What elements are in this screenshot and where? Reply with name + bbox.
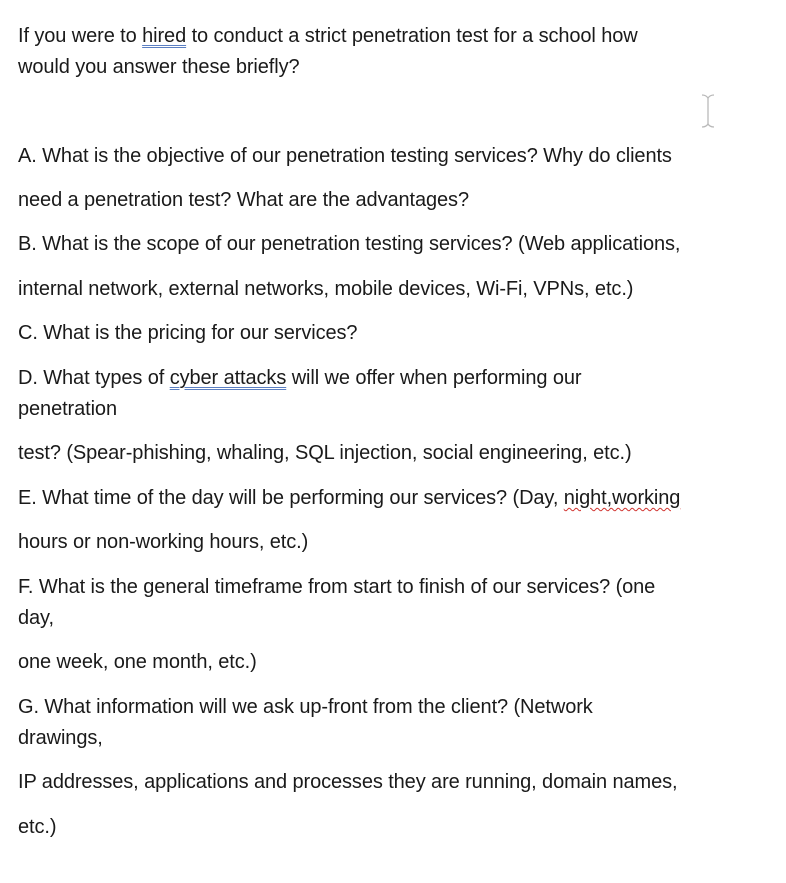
question-a-line-1: A. What is the objective of our penetration testing services? Why do clients xyxy=(18,145,672,167)
intro-line-1 xyxy=(18,21,638,52)
question-b-line-1: B. What is the scope of our penetration testing services? (Web applications, xyxy=(18,233,681,255)
grammar-flagged-phrase[interactable]: cyber attacks xyxy=(169,367,287,389)
question-a-line-2: need a penetration test? What are the advantages? xyxy=(18,189,469,211)
question-d-line-3: test? (Spear-phishing, whaling, SQL injection, social engineering, etc.) xyxy=(18,442,632,464)
question-g-line-4: etc.) xyxy=(18,816,57,838)
question-c-line-1: C. What is the pricing for our services? xyxy=(18,322,358,344)
question-d-text-end: will we offer when performing our xyxy=(286,367,582,389)
question-g-line-2: drawings, xyxy=(18,727,103,749)
question-f-line-1: F. What is the general timeframe from start to finish of our services? (one xyxy=(18,576,656,598)
question-f-line-2: day, xyxy=(18,607,54,629)
intro-line-2: would you answer these briefly? xyxy=(18,56,300,78)
question-e-line-2: hours or non-working hours, etc.) xyxy=(18,531,309,553)
question-e-text-start: E. What time of the day will be performing our services? (Day, xyxy=(18,487,564,509)
question-b-line-2: internal network, external networks, mobile devices, Wi-Fi, VPNs, etc.) xyxy=(18,278,634,300)
question-d-line-1 xyxy=(18,363,582,394)
question-e-line-1 xyxy=(18,483,680,514)
question-g-line-3: IP addresses, applications and processes they are running, domain names, xyxy=(18,771,678,793)
question-d-text-start: D. What types of xyxy=(18,367,170,389)
spelling-flagged-phrase[interactable]: night,working xyxy=(563,487,681,509)
intro-text-start: If you were to xyxy=(18,25,143,47)
question-f-line-3: one week, one month, etc.) xyxy=(18,651,257,673)
question-d-line-2: penetration xyxy=(18,398,117,420)
question-g-line-1: G. What information will we ask up-front from the client? (Network xyxy=(18,696,593,718)
grammar-flagged-word[interactable]: hired xyxy=(142,25,187,47)
text-ibeam-cursor-icon xyxy=(698,93,718,129)
intro-text-end: to conduct a strict penetration test for a school how xyxy=(186,25,638,47)
